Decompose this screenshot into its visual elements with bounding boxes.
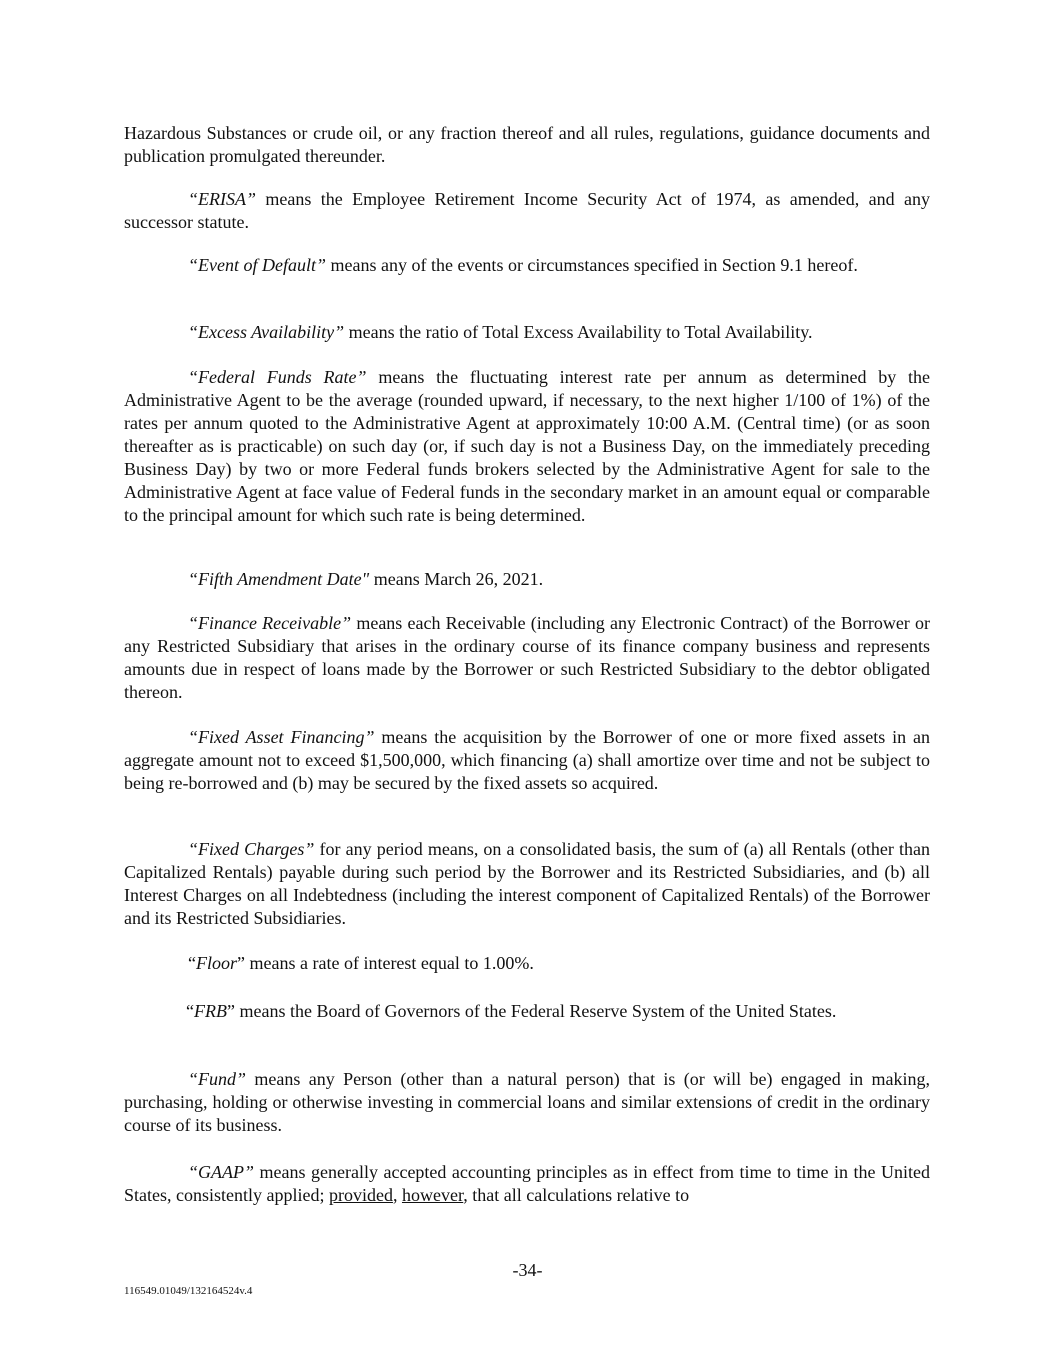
defined-term: “Finance Receivable” (188, 613, 352, 633)
definition-text: means March 26, 2021. (369, 569, 544, 589)
definition-erisa (124, 188, 930, 234)
open-quote: “ (186, 1001, 194, 1021)
document-id-footer: 116549.01049/132164524v.4 (124, 1285, 253, 1297)
defined-term: “Fifth Amendment Date" (188, 569, 370, 589)
defined-term: Floor (196, 953, 238, 973)
definition-fixed-asset-financing (124, 726, 930, 795)
definition-fixed-charges (124, 838, 930, 930)
definition-text: means generally accepted accounting principles as in effect from time to time in the United States, consistently applied; (124, 1162, 930, 1205)
definition-frb (124, 1000, 930, 1023)
separator: , (392, 1185, 402, 1205)
definition-text: for any period means, on a consolidated basis, the sum of (a) all Rentals (other than Capitalized Rentals) payable during such period by the Borrower and its Restricted Subsidiaries, and (b) all Interest Charges on all Indebtedness (including the interest component of Capitalized Rentals) of the Borrower and its Restricted Subsidiaries. (124, 839, 930, 928)
definition-text-tail: , that all calculations relative to (463, 1185, 690, 1205)
definition-text: means any of the events or circumstances specified in Section 9.1 hereof. (326, 255, 858, 275)
defined-term: “Fixed Charges” (188, 839, 315, 859)
definition-floor (124, 952, 930, 975)
definition-fifth-amendment-date (124, 568, 930, 591)
defined-term: “Fixed Asset Financing” (188, 727, 375, 747)
definition-event-of-default (124, 254, 930, 277)
definition-excess-availability (124, 321, 930, 344)
definition-text: means any Person (other than a natural person) that is (or will be) engaged in making, purchasing, holding or otherwise investing in commercial loans and similar extensions of credit in the ordinary course of its business. (124, 1069, 930, 1135)
definition-federal-funds-rate (124, 366, 930, 527)
underlined-however: however (401, 1185, 464, 1205)
definition-finance-receivable (124, 612, 930, 704)
definition-text: means the Employee Retirement Income Security Act of 1974, as amended, and any successor statute. (124, 189, 930, 232)
definition-text: means the acquisition by the Borrower of one or more fixed assets in an aggregate amount not to exceed $1,500,000, which financing (a) shall amortize over time and not be subject to being re-borrowed and (b) may be secured by the fixed assets so acquired. (124, 727, 931, 793)
defined-term: “GAAP” (188, 1162, 255, 1182)
open-quote: “ (188, 953, 196, 973)
definition-text: means the ratio of Total Excess Availability to Total Availability. (344, 322, 813, 342)
definition-text: means each Receivable (including any Electronic Contract) of the Borrower or any Restricted Subsidiary that arises in the ordinary course of its finance company business and represents amounts due in respect of loans made by the Borrower or such Restricted Subsidiary to the debtor obligated thereon. (124, 613, 930, 702)
defined-term: FRB (194, 1001, 227, 1021)
defined-term: “Fund” (188, 1069, 247, 1089)
definition-text: ” means the Board of Governors of the Federal Reserve System of the United States. (227, 1001, 837, 1021)
paragraph-hazardous-continuation (124, 122, 930, 168)
defined-term: “Event of Default” (188, 255, 326, 275)
underlined-provided: provided (328, 1185, 393, 1205)
defined-term: “Excess Availability” (188, 322, 345, 342)
definition-text: ” means a rate of interest equal to 1.00%. (237, 953, 534, 973)
definition-text: means the fluctuating interest rate per annum as determined by the Administrative Agent to be the average (rounded upward, if necessary, to the next higher 1/100 of 1%) of the rates per annum quoted to the Administrative Agent at approximately 10:00 A.M. (Central time) (or as soon thereafter as is practicable) on such day (or, if such day is not a Business Day, on the immediately preceding Business Day) by two or more Federal funds brokers selected by the Administrative Agent for sale to the Administrative Agent at face value of Federal funds in the secondary market in an amount equal or comparable to the principal amount for which such rate is being determined. (124, 367, 930, 525)
definition-gaap (124, 1161, 930, 1207)
paragraph-text: Hazardous Substances or crude oil, or any fraction thereof and all rules, regulations, guidance documents and publication promulgated thereunder. (124, 123, 930, 166)
defined-term: “Federal Funds Rate” (188, 367, 367, 387)
page-number: -34- (512, 1260, 543, 1280)
defined-term: “ERISA” (188, 189, 257, 209)
definition-fund (124, 1068, 930, 1137)
